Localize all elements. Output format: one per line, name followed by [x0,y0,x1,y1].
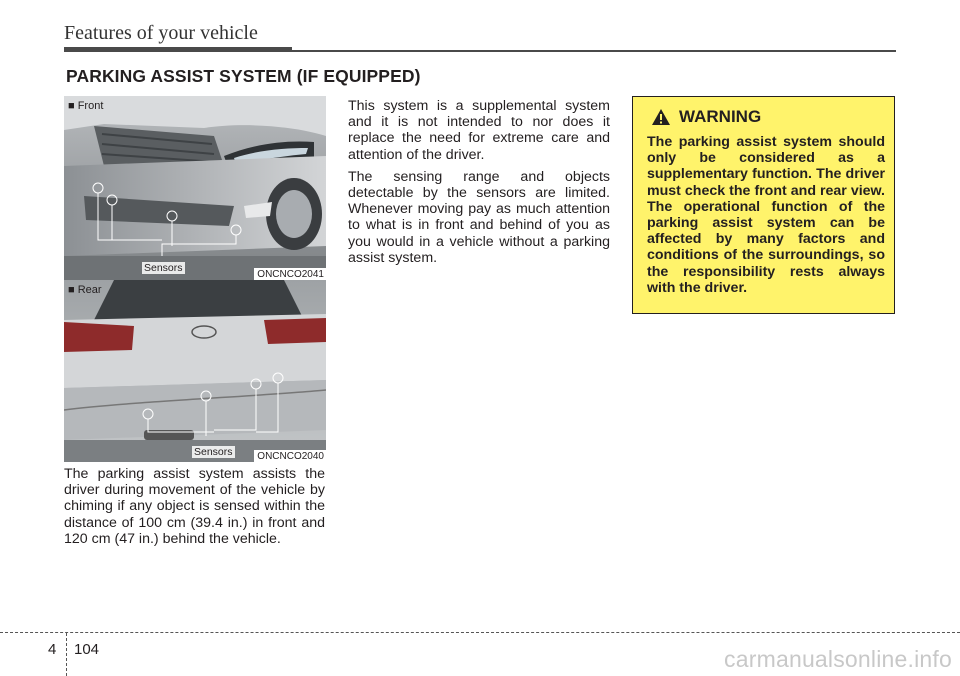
column-1-text [64,466,325,553]
page-header-title: Features of your vehicle [64,22,258,44]
warning-box [632,96,895,314]
column-2-paragraph-1: This system is a supplemental system and it is not intended to nor does it replace the need for extreme care and attention of the driver. [348,98,610,163]
warning-header [651,107,761,127]
rear-figure-code: ONCNCO2040 [254,450,326,462]
warning-title: WARNING [679,107,762,126]
front-sensors-figure [64,96,326,280]
rear-sensors-figure [64,280,326,462]
warning-triangle-icon [651,108,671,126]
footer-divider [66,633,67,676]
section-title: PARKING ASSIST SYSTEM (IF EQUIPPED) [66,66,421,86]
column-2-paragraph-2: The sensing range and objects detectable by the sensors are limited. Whenever moving pay as much attention to what is in front and behind of you as you would in a vehicle without a parking assist system. [348,168,610,266]
front-car-illustration [64,96,326,280]
watermark: carmanualsonline.info [724,646,952,672]
warning-text: The parking assist system should only be considered as a supplementary function. The driver must check the front and rear view. The operational function of the parking assist system can be affected by many factors and conditions of the surroundings, so the responsibility rests always with the driver. [647,134,885,296]
front-sensors-label: Sensors [144,262,183,274]
column-2-text [348,98,610,272]
rear-sensors-label: Sensors [194,446,233,458]
header-rule-thin [292,50,896,52]
footer-rule [0,632,960,633]
front-figure-label: ■ Front [68,100,104,112]
rear-car-illustration [64,280,326,462]
page-number: 104 [74,641,100,658]
header-rule-thick [64,47,292,52]
rear-figure-label: ■ Rear [68,284,102,296]
front-figure-code: ONCNCO2041 [254,268,326,280]
chapter-number: 4 [48,641,57,658]
column-1-paragraph: The parking assist system assists the driver during movement of the vehicle by chiming if any object is sensed within the distance of 100 cm (39.4 in.) in front and 120 cm (47 in.) behind the vehicle. [64,466,325,547]
